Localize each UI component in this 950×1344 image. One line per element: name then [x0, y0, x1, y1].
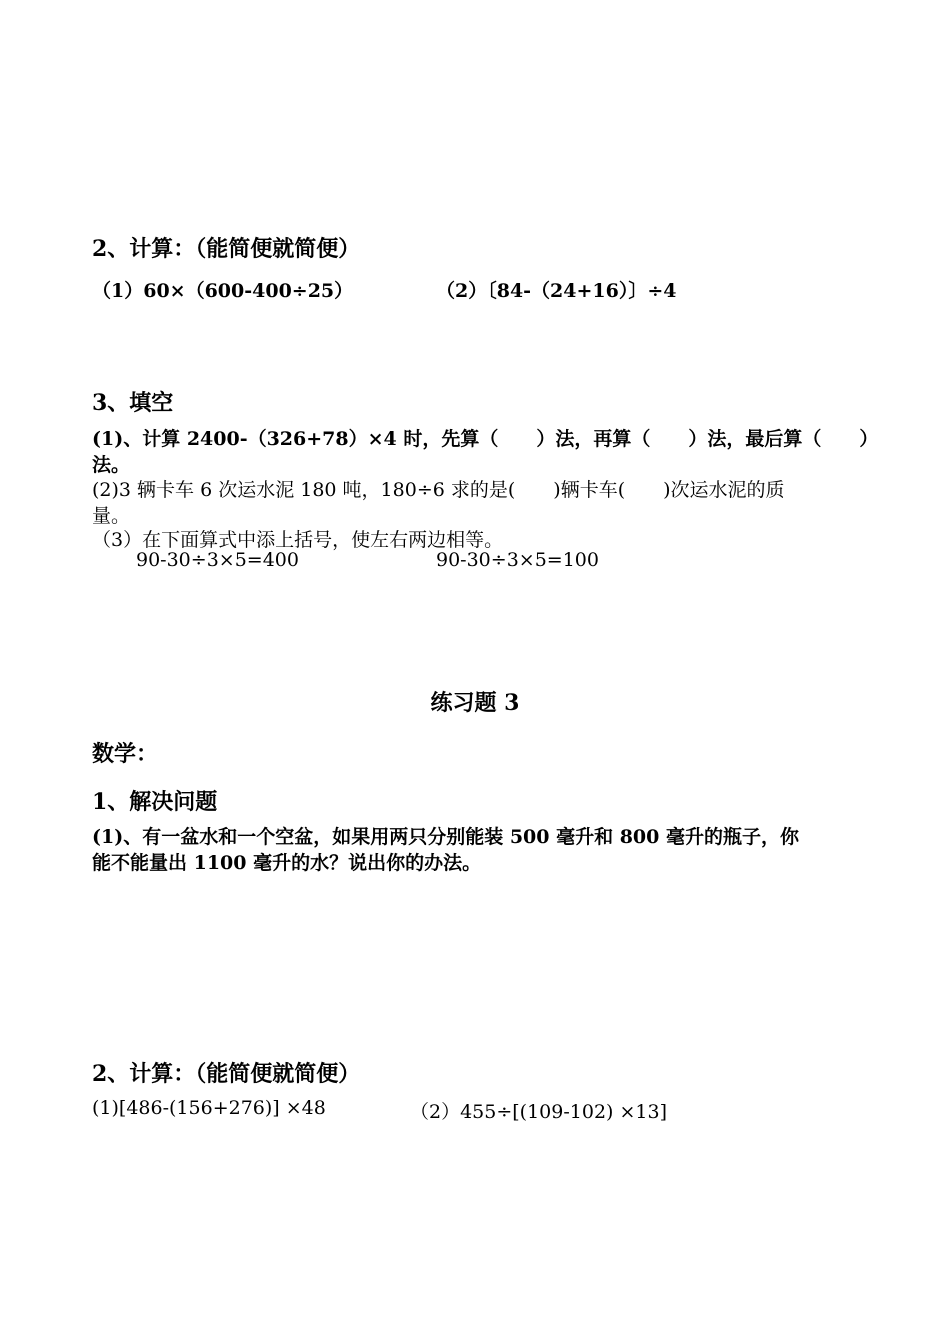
- fill-question-1-line2: 法。: [92, 454, 131, 476]
- fill-question-3: （3）在下面算式中添上括号，使左右两边相等。: [92, 529, 504, 551]
- equation-2: 90-30÷3×5=100: [436, 549, 599, 571]
- fill-question-2-line2: 量。: [92, 505, 131, 527]
- calc-expression-2: （2）〔84-（24+16）〕÷4: [436, 280, 677, 302]
- calc-heading-2: 2、计算：（能简便就简便）: [92, 1061, 361, 1087]
- section-fill-heading: 3、填空: [92, 390, 174, 416]
- problem-line2: 能不能量出 1100 毫升的水？说出你的办法。: [92, 852, 482, 874]
- problem-line1: (1)、有一盆水和一个空盆，如果用两只分别能装 500 毫升和 800 毫升的瓶子，你: [92, 826, 799, 848]
- calc2-expression-2: （2）455÷[(109-102) ×13]: [410, 1101, 668, 1123]
- problem-heading: 1、解决问题: [92, 789, 218, 815]
- section-calc-heading: 2、计算：（能简便就简便）: [92, 236, 361, 262]
- equation-1: 90-30÷3×5=400: [136, 549, 299, 571]
- exercise-title: 练习题 3: [430, 690, 520, 716]
- calc2-expression-1: (1)[486-(156+276)] ×48: [92, 1097, 326, 1119]
- fill-question-1-line1: (1)、计算 2400-（326+78）×4 时，先算（ ）法，再算（ ）法，最后算（ ）: [92, 428, 879, 450]
- subject-label: 数学：: [92, 741, 159, 767]
- fill-question-2-line1: (2)3 辆卡车 6 次运水泥 180 吨，180÷6 求的是( )辆卡车( )次运水泥的质: [92, 479, 785, 501]
- calc-expression-1: （1）60×（600-400÷25）: [92, 280, 354, 302]
